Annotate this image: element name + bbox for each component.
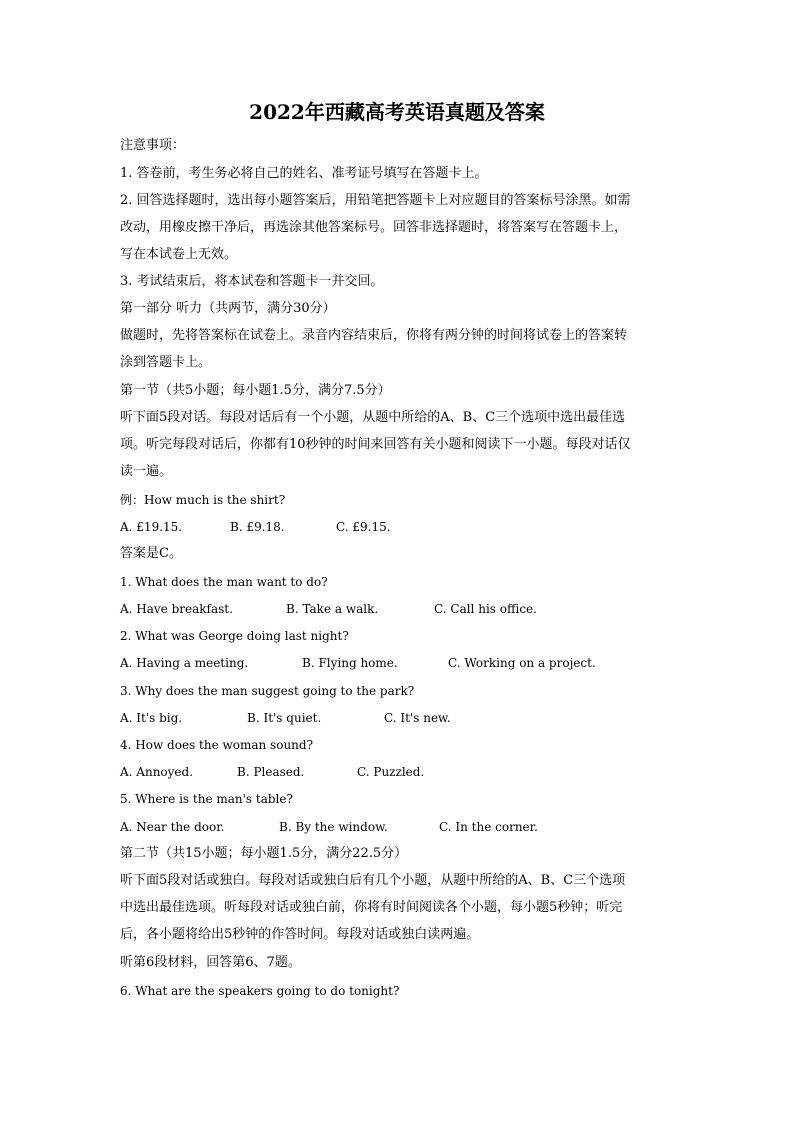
example-option-c: C. £9.15. [336,520,391,534]
notice-item-2-line-3: 写在本试卷上无效。 [120,247,238,262]
question-3: 3. Why does the man suggest going to the park? [120,684,415,698]
section1-intro-line-2: 项。听完每段对话后，你都有10秒钟的时间来回答有关小题和阅读下一小题。每段对话仅 [120,437,631,452]
q2-option-b: B. Flying home. [302,656,398,670]
q2-option-c: C. Working on a project. [448,656,596,670]
q1-option-a: A. Have breakfast. [120,602,233,616]
q5-option-a: A. Near the door. [120,820,225,834]
q3-option-b: B. It's quiet. [247,711,322,725]
part1-intro-line-1: 做题时，先将答案标在试卷上。录音内容结束后，你将有两分钟的时间将试卷上的答案转 [120,328,628,343]
notice-item-1: 1. 答卷前，考生务必将自己的姓名、准考证号填写在答题卡上。 [120,166,488,181]
page-title: 2022年西藏高考英语真题及答案 [249,100,545,124]
q4-option-c: C. Puzzled. [357,765,425,779]
question-2: 2. What was George doing last night? [120,629,349,643]
section2-intro-line-2: 中选出最佳选项。听每段对话或独白前，你将有时间阅读各个小题，每小题5秒钟；听完 [120,900,623,915]
question-4-options [120,763,680,781]
q1-option-c: C. Call his office. [434,602,537,616]
question-2-options [120,654,680,672]
example-option-a: A. £19.15. [120,520,183,534]
section1-intro-line-3: 读一遍。 [120,464,173,479]
example-answer: 答案是C。 [120,546,182,561]
example-option-b: B. £9.18. [230,520,285,534]
question-1-options [120,600,680,618]
section2-heading: 第二节（共15小题；每小题1.5分，满分22.5分） [120,846,408,861]
question-4: 4. How does the woman sound? [120,738,314,752]
section2-material-6: 听第6段材料，回答第6、7题。 [120,955,301,970]
section2-intro-line-3: 后，各小题将给出5秒钟的作答时间。每段对话或独白读两遍。 [120,927,480,942]
q2-option-a: A. Having a meeting. [120,656,249,670]
q4-option-a: A. Annoyed. [120,765,194,779]
notice-item-2-line-1: 2. 回答选择题时，选出每小题答案后，用铅笔把答题卡上对应题目的答案标号涂黑。如需 [120,193,631,208]
q3-option-a: A. It's big. [120,711,183,725]
section1-heading: 第一节（共5小题；每小题1.5分，满分7.5分） [120,383,391,398]
q5-option-b: B. By the window. [279,820,388,834]
example-question: 例：How much is the shirt? [120,493,286,507]
section1-intro-line-1: 听下面5段对话。每段对话后有一个小题，从题中所给的A、B、C三个选项中选出最佳选 [120,410,626,425]
question-5: 5. Where is the man's table? [120,792,293,806]
notice-item-3: 3. 考试结束后，将本试卷和答题卡一并交回。 [120,274,384,289]
question-3-options [120,709,680,727]
q4-option-b: B. Pleased. [237,765,305,779]
q1-option-b: B. Take a walk. [286,602,379,616]
question-6: 6. What are the speakers going to do tonight? [120,984,400,998]
section2-intro-line-1: 听下面5段对话或独白。每段对话或独白后有几个小题，从题中所给的A、B、C三个选项 [120,873,626,888]
part1-heading: 第一部分 听力（共两节，满分30分） [120,301,336,316]
question-5-options [120,818,680,836]
notice-heading: 注意事项： [120,138,186,153]
q5-option-c: C. In the corner. [439,820,538,834]
part1-intro-line-2: 涂到答题卡上。 [120,355,212,370]
q3-option-c: C. It's new. [384,711,451,725]
example-options [120,518,680,536]
question-1: 1. What does the man want to do? [120,575,328,589]
notice-item-2-line-2: 改动，用橡皮擦干净后，再选涂其他答案标号。回答非选择题时，将答案写在答题卡上， [120,220,628,235]
